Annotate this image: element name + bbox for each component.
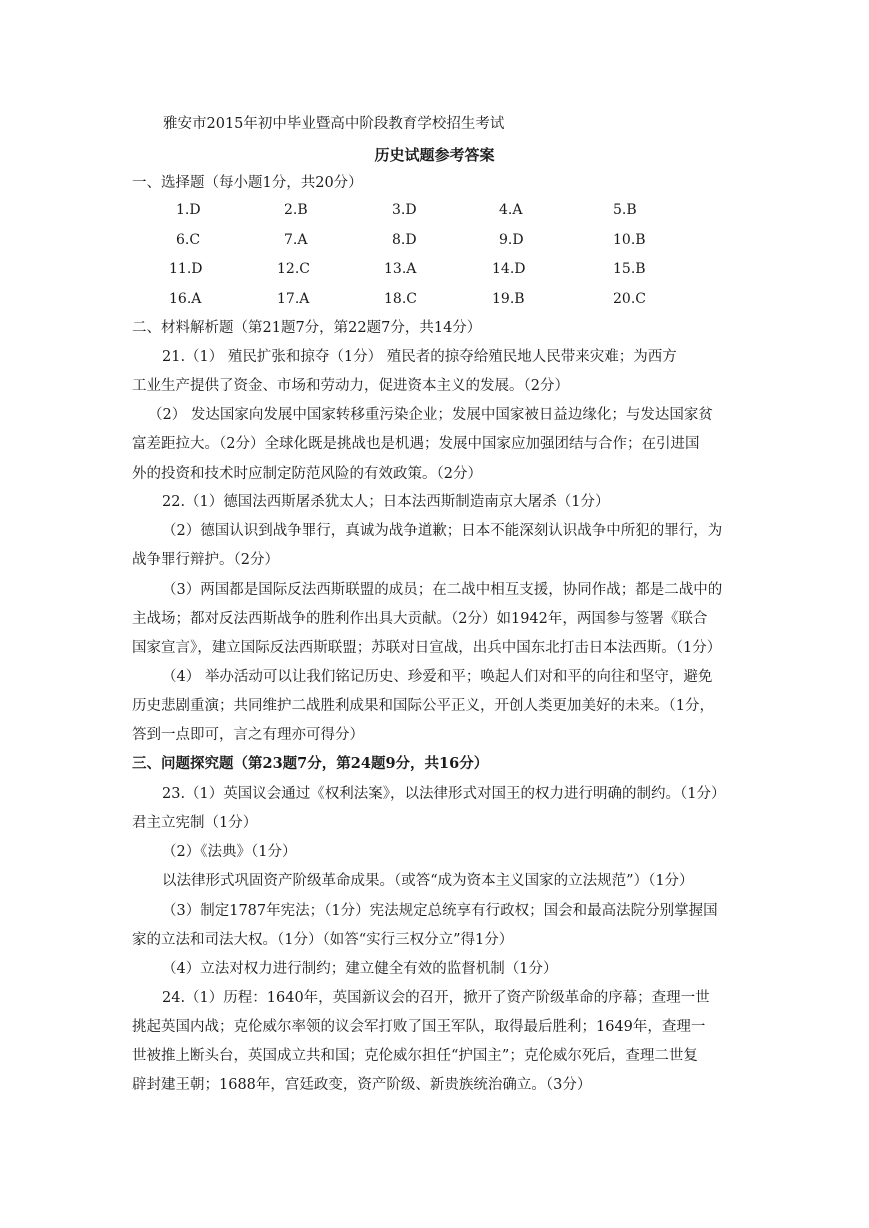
answer-text-line: 22.（1）德国法西斯屠杀犹太人；日本法西斯制造南京大屠杀（1分）: [162, 494, 610, 510]
answer-text-line: 世被推上断头台，英国成立共和国；克伦威尔担任“护国主”；克伦威尔死后，查理二世复: [132, 1048, 698, 1064]
answer-text-line: 工业生产提供了资金、市场和劳动力，促进资本主义的发展。（2分）: [132, 378, 569, 394]
mcq-answer: 11.D: [169, 261, 203, 277]
answer-text-line: 辟封建王朝；1688年，宫廷政变，资产阶级、新贵族统治确立。（3分）: [132, 1077, 592, 1093]
mcq-answer: 9.D: [499, 232, 524, 248]
mcq-answer: 6.C: [176, 232, 201, 248]
answer-text-line: 外的投资和技术时应制定防范风险的有效政策。（2分）: [132, 466, 482, 482]
answer-text-line: 历史悲剧重演；共同维护二战胜利成果和国际公平正义，开创人类更加美好的未来。（1分，: [132, 698, 714, 714]
answer-text-line: 23.（1）英国议会通过《权利法案》，以法律形式对国王的权力进行明确的制约。（1分）: [162, 786, 726, 802]
answer-text-line: （3）制定1787年宪法；（1分）宪法规定总统享有行政权；国会和最高法院分别掌握国: [162, 903, 718, 919]
mcq-answer: 13.A: [384, 261, 417, 277]
answer-text-line: （4）立法对权力进行制约；建立健全有效的监督机制（1分）: [162, 961, 558, 977]
document-title: 历史试题参考答案: [374, 146, 495, 164]
mcq-answer: 8.D: [392, 232, 417, 248]
answer-text-line: （2）《法典》（1分）: [162, 844, 297, 860]
mcq-answer: 16.A: [169, 291, 202, 307]
answer-text-line: 战争罪行辩护。（2分）: [132, 552, 279, 568]
answer-text-line: 家的立法和司法大权。（1分）（如答“实行三权分立”得1分）: [132, 932, 514, 948]
mcq-answer: 12.C: [277, 261, 310, 277]
mcq-answer: 3.D: [392, 202, 417, 218]
mcq-answer: 17.A: [277, 291, 310, 307]
mcq-answer: 7.A: [284, 232, 308, 248]
section3-heading: 三、问题探究题（第23题7分，第24题9分，共16分）: [132, 755, 489, 772]
mcq-answer: 2.B: [284, 202, 308, 218]
answer-text-line: 21.（1） 殖民扩张和掠夺（1分） 殖民者的掠夺给殖民地人民带来灾难；为西方: [162, 349, 677, 365]
mcq-answer: 14.D: [492, 261, 526, 277]
answer-text-line: 挑起英国内战；克伦威尔率领的议会军打败了国王军队，取得最后胜利；1649年，查理一: [132, 1019, 706, 1035]
answer-text-line: 24.（1）历程：1640年，英国新议会的召开，掀开了资产阶级革命的序幕；查理一世: [162, 990, 710, 1006]
answer-text-line: 君主立宪制（1分）: [132, 815, 258, 831]
answer-text-line: 主战场；都对反法西斯战争的胜利作出具大贡献。（2分）如1942年，两国参与签署《联合: [132, 611, 708, 627]
answer-text-line: 富差距拉大。（2分）全球化既是挑战也是机遇；发展中国家应加强团结与合作；在引进国: [132, 436, 700, 452]
section2-heading: 二、材料解析题（第21题7分，第22题7分，共14分）: [132, 320, 482, 336]
mcq-answer: 19.B: [492, 291, 525, 307]
answer-text-line: 以法律形式巩固资产阶级革命成果。（或答“成为资本主义国家的立法规范”）（1分）: [162, 873, 694, 889]
answer-text-line: （2）德国认识到战争罪行，真诚为战争道歉；日本不能深刻认识战争中所犯的罪行，为: [162, 523, 723, 539]
mcq-answer: 10.B: [613, 232, 646, 248]
mcq-answer: 15.B: [613, 261, 646, 277]
answer-text-line: （4） 举办活动可以让我们铭记历史、珍爱和平；唤起人们对和平的向往和坚守，避免: [162, 669, 713, 685]
section1-heading: 一、选择题（每小题1分，共20分）: [132, 175, 363, 191]
answer-text-line: 国家宣言》，建立国际反法西斯联盟；苏联对日宣战，出兵中国东北打击日本法西斯。（1分）: [132, 640, 722, 656]
answer-text-line: 答到一点即可，言之有理亦可得分）: [132, 727, 364, 743]
mcq-answer: 5.B: [613, 202, 637, 218]
mcq-answer: 20.C: [613, 291, 646, 307]
mcq-answer: 4.A: [499, 202, 523, 218]
mcq-answer: 18.C: [384, 291, 417, 307]
mcq-answer: 1.D: [176, 202, 201, 218]
exam-title: 雅安市2015年初中毕业暨高中阶段教育学校招生考试: [163, 116, 505, 132]
answer-text-line: （2） 发达国家向发展中国家转移重污染企业；发展中国家被日益边缘化；与发达国家贫: [148, 407, 713, 423]
answer-text-line: （3）两国都是国际反法西斯联盟的成员；在二战中相互支援，协同作战；都是二战中的: [162, 582, 723, 598]
